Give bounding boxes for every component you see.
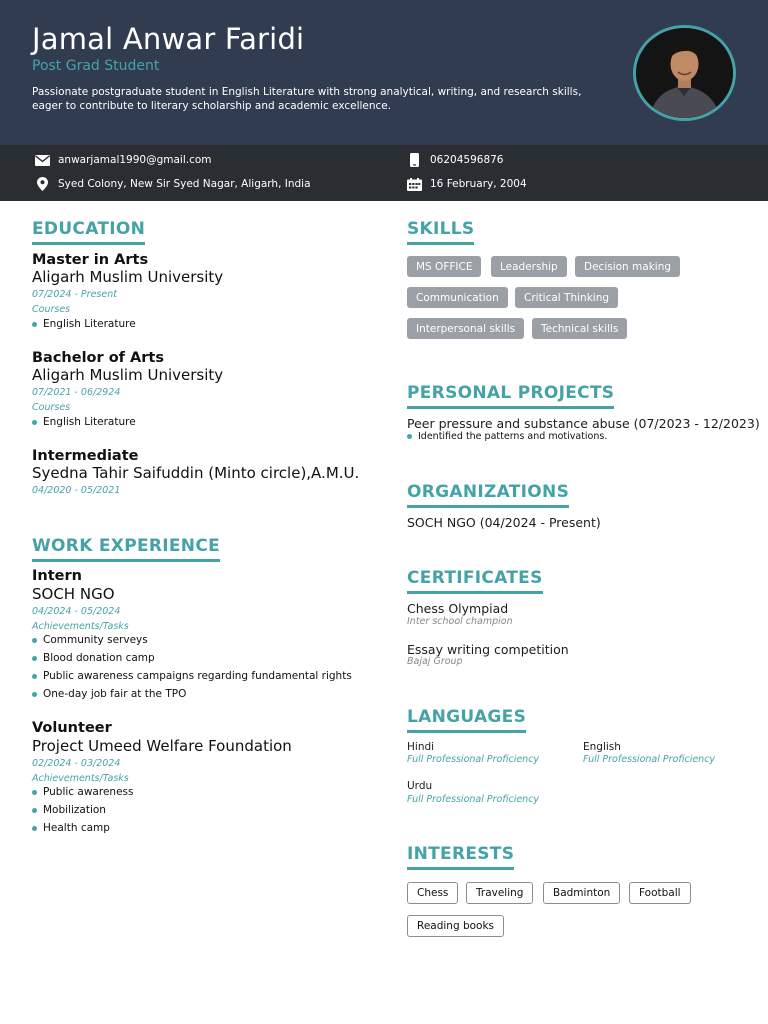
section-title-education: EDUCATION [32, 219, 145, 245]
job-org: SOCH NGO [32, 585, 115, 603]
achievements-label: Achievements/Tasks [32, 773, 129, 784]
degree-title: Intermediate [32, 448, 139, 464]
header [0, 0, 768, 145]
task-item: Health camp [32, 822, 110, 834]
task-item: Public awareness [32, 786, 133, 798]
certificate-title: Essay writing competition [407, 642, 569, 657]
task-item: One-day job fair at the TPO [32, 688, 186, 700]
dob-text: 16 February, 2004 [430, 178, 527, 190]
organization-item: SOCH NGO (04/2024 - Present) [407, 515, 601, 530]
section-title-certificates: CERTIFICATES [407, 568, 543, 594]
skill-tag: Leadership [491, 256, 567, 277]
section-title-work: WORK EXPERIENCE [32, 536, 220, 562]
skill-tag: Decision making [575, 256, 680, 277]
section-title-organizations: ORGANIZATIONS [407, 482, 569, 508]
job-dates: 04/2024 - 05/2024 [32, 606, 121, 617]
language-level: Full Professional Proficiency [407, 794, 540, 805]
certificate-title: Chess Olympiad [407, 601, 509, 616]
job-title: Volunteer [32, 720, 112, 736]
profile-photo [633, 25, 736, 121]
language-name: Urdu [407, 780, 433, 792]
contact-email[interactable] [34, 153, 212, 167]
courses-label: Courses [32, 402, 71, 413]
candidate-name: Jamal Anwar Faridi [32, 22, 305, 56]
project-title: Peer pressure and substance abuse (07/2023 - 12/2023) [407, 416, 760, 431]
candidate-role: Post Grad Student [32, 58, 160, 74]
section-title-languages: LANGUAGES [407, 707, 526, 733]
language-name: Hindi [407, 741, 435, 753]
task-item: Community serveys [32, 634, 148, 646]
degree-title: Bachelor of Arts [32, 350, 164, 366]
interest-tag: Football [629, 882, 691, 904]
skill-tag: Technical skills [532, 318, 627, 339]
courses-label: Courses [32, 304, 71, 315]
task-item: Mobilization [32, 804, 106, 816]
language-level: Full Professional Proficiency [583, 754, 716, 765]
language-level: Full Professional Proficiency [407, 754, 540, 765]
contact-address [34, 177, 311, 191]
education-dates: 07/2024 - Present [32, 289, 117, 300]
calendar-icon [406, 177, 422, 191]
course-item: English Literature [32, 318, 136, 330]
address-text: Syed Colony, New Sir Syed Nagar, Aligarh, India [58, 178, 311, 190]
task-item: Public awareness campaigns regarding fundamental rights [32, 670, 352, 682]
certificate-issuer: Inter school champion [407, 616, 513, 627]
phone-text: 06204596876 [430, 154, 504, 166]
achievements-label: Achievements/Tasks [32, 621, 129, 632]
degree-title: Master in Arts [32, 252, 149, 268]
certificate-issuer: Bajaj Group [407, 656, 463, 667]
section-title-interests: INTERESTS [407, 844, 514, 870]
task-item: Blood donation camp [32, 652, 155, 664]
location-pin-icon [34, 177, 50, 191]
job-title: Intern [32, 568, 82, 584]
skill-tag: Interpersonal skills [407, 318, 524, 339]
section-title-projects: PERSONAL PROJECTS [407, 383, 614, 409]
skill-tag: MS OFFICE [407, 256, 481, 277]
skill-tag: Communication [407, 287, 508, 308]
interest-tag: Badminton [543, 882, 620, 904]
envelope-icon [34, 153, 50, 167]
language-name: English [583, 741, 621, 753]
interest-tag: Chess [407, 882, 458, 904]
job-dates: 02/2024 - 03/2024 [32, 758, 121, 769]
summary: Passionate postgraduate student in English Literature with strong analytical, writing, and research skills, eager to contribute to literary scholarship and academic excellence. [32, 86, 582, 112]
contact-bar [0, 145, 768, 201]
phone-icon [406, 153, 422, 167]
skill-tag: Critical Thinking [515, 287, 618, 308]
education-dates: 07/2021 - 06/2924 [32, 387, 121, 398]
education-dates: 04/2020 - 05/2021 [32, 485, 121, 496]
interest-tag: Reading books [407, 915, 504, 937]
email-text: anwarjamal1990@gmail.com [58, 154, 212, 166]
job-org: Project Umeed Welfare Foundation [32, 737, 292, 755]
contact-dob [406, 177, 527, 191]
school-name: Aligarh Muslim University [32, 268, 224, 286]
school-name: Syedna Tahir Saifuddin (Minto circle),A.M.U. [32, 464, 360, 482]
course-item: English Literature [32, 416, 136, 428]
section-title-skills: SKILLS [407, 219, 474, 245]
contact-phone[interactable] [406, 153, 504, 167]
project-detail: Identified the patterns and motivations. [407, 431, 607, 442]
interest-tag: Traveling [466, 882, 533, 904]
school-name: Aligarh Muslim University [32, 366, 224, 384]
